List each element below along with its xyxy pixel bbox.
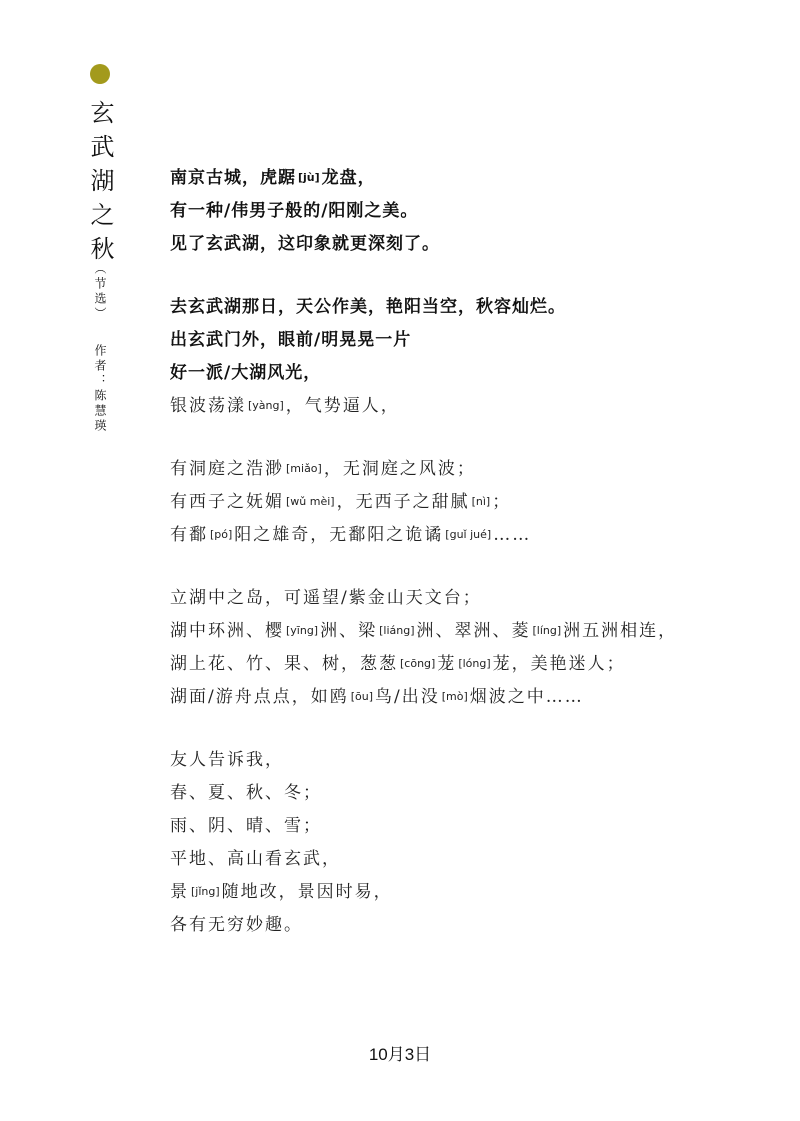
line-text: 洲五洲相连，	[563, 621, 678, 641]
pinyin-annotation: [yīng]	[286, 624, 319, 637]
pinyin-annotation: [lóng]	[458, 657, 491, 670]
stanza-gap	[170, 261, 770, 291]
line-text: 出玄武门外，眼前/明晃晃一片	[170, 330, 412, 350]
stanza	[170, 291, 770, 423]
line-text: 茏	[437, 654, 457, 674]
pinyin-annotation: [nì]	[471, 495, 491, 508]
line-text: ，气势逼人，	[285, 396, 400, 416]
pinyin-annotation: [jǐng]	[191, 885, 220, 898]
page-title: 玄武湖之秋	[86, 100, 114, 270]
author-credit: 作者：陈慧瑛	[93, 344, 107, 434]
line-text: 洲、梁	[320, 621, 378, 641]
poem-line	[170, 843, 770, 876]
poem-line	[170, 810, 770, 843]
line-text: 雨、阴、晴、雪；	[170, 816, 322, 836]
poem-line	[170, 453, 770, 486]
poem-line	[170, 648, 770, 681]
subtitle: （节选）	[93, 262, 107, 322]
poem-line	[170, 162, 770, 195]
stanza-gap	[170, 714, 770, 744]
line-text: 见了玄武湖，这印象就更深刻了。	[170, 234, 440, 254]
stanza	[170, 744, 770, 942]
line-text: 洲、翠洲、菱	[416, 621, 531, 641]
poem-body	[170, 162, 770, 942]
pinyin-annotation: [ōu]	[350, 690, 374, 703]
poem-line	[170, 681, 770, 714]
bullet-dot	[90, 64, 110, 84]
line-text: 阳之雄奇，无鄱阳之诡谲	[234, 525, 444, 545]
line-text: 湖上花、竹、果、树，葱葱	[170, 654, 398, 674]
poem-line	[170, 390, 770, 423]
poem-line	[170, 324, 770, 357]
pinyin-annotation: [mò]	[441, 690, 468, 703]
poem-line	[170, 777, 770, 810]
line-text: 湖面/游舟点点，如鸥	[170, 687, 349, 707]
line-text: 春、夏、秋、冬；	[170, 783, 322, 803]
pinyin-annotation: [wǔ mèi]	[286, 495, 335, 508]
pinyin-annotation: [líng]	[532, 624, 562, 637]
line-text: 有西子之妩媚	[170, 492, 284, 512]
line-text: 有鄱	[170, 525, 208, 545]
line-text: 烟波之中……	[469, 687, 584, 707]
line-text: 南京古城，虎踞	[170, 168, 296, 188]
stanza	[170, 582, 770, 714]
pinyin-annotation: [guǐ jué]	[445, 528, 492, 541]
line-text: 龙盘，	[321, 168, 376, 188]
pinyin-annotation: [yàng]	[248, 399, 284, 412]
poem-line	[170, 519, 770, 552]
line-text: 银波荡漾	[170, 396, 246, 416]
line-text: ，无西子之甜腻	[336, 492, 470, 512]
poem-line	[170, 615, 770, 648]
line-text: 茏，美艳迷人；	[492, 654, 626, 674]
line-text: 立湖中之岛，可遥望/紫金山天文台；	[170, 588, 482, 608]
poem-line	[170, 195, 770, 228]
stanza-gap	[170, 423, 770, 453]
poem-line	[170, 744, 770, 777]
pinyin-annotation: [pó]	[210, 528, 233, 541]
poem-line	[170, 228, 770, 261]
stanza-gap	[170, 552, 770, 582]
line-text: ……	[493, 525, 532, 545]
line-text: 去玄武湖那日，天公作美，艳阳当空，秋容灿烂。	[170, 297, 566, 317]
line-text: 平地、高山看玄武，	[170, 849, 341, 869]
stanza	[170, 162, 770, 261]
line-text: 有一种/伟男子般的/阳刚之美。	[170, 201, 419, 221]
poem-line	[170, 909, 770, 942]
pinyin-annotation: [jù]	[298, 171, 320, 184]
line-text: 各有无穷妙趣。	[170, 915, 303, 935]
poem-line	[170, 357, 770, 390]
line-text: 友人告诉我，	[170, 750, 284, 770]
line-text: 鸟/出没	[375, 687, 440, 707]
poem-line	[170, 486, 770, 519]
line-text: ；	[492, 492, 512, 512]
line-text: 好一派/大湖风光，	[170, 363, 322, 383]
date-footer: 10月3日	[368, 1045, 432, 1064]
poem-line	[170, 291, 770, 324]
pinyin-annotation: [liáng]	[379, 624, 415, 637]
line-text: 湖中环洲、樱	[170, 621, 284, 641]
line-text: 随地改，景因时易，	[221, 882, 393, 902]
pinyin-annotation: [miǎo]	[286, 462, 322, 475]
line-text: 景	[170, 882, 189, 902]
line-text: 有洞庭之浩渺	[170, 459, 284, 479]
poem-line	[170, 582, 770, 615]
line-text: ，无洞庭之风波；	[323, 459, 476, 479]
poem-line	[170, 876, 770, 909]
stanza	[170, 453, 770, 552]
pinyin-annotation: [cōng]	[400, 657, 436, 670]
